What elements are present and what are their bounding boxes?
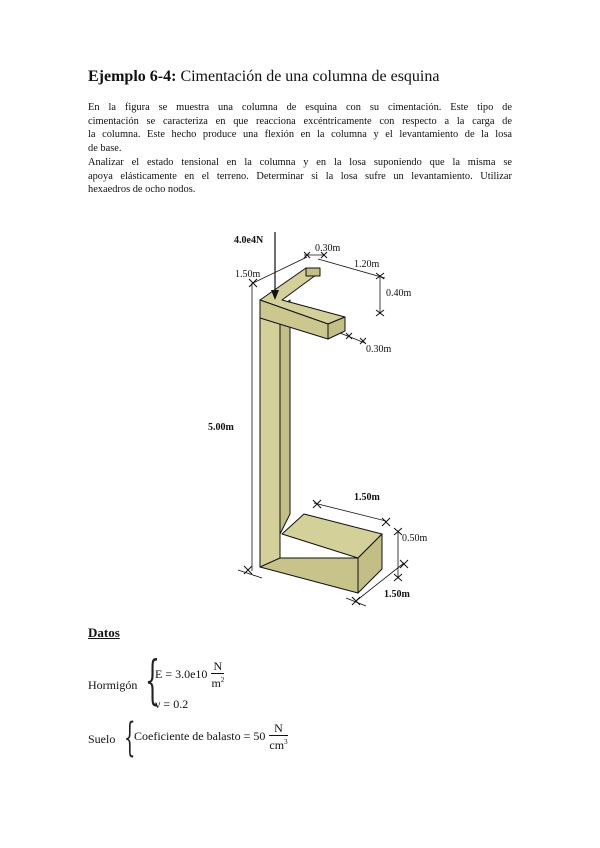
concrete-poisson-ratio: ν = 0.2 bbox=[155, 697, 189, 711]
cantilever-right-face bbox=[306, 268, 320, 276]
dim-line-column-thickness bbox=[340, 333, 365, 343]
dim-label-height: 5.00m bbox=[208, 422, 234, 433]
column-right-face bbox=[280, 300, 290, 534]
concrete-brace: { bbox=[145, 651, 160, 711]
dim-label-top-length: 1.20m bbox=[354, 259, 380, 270]
concrete-elastic-modulus bbox=[155, 660, 224, 690]
unit-numerator: N bbox=[269, 722, 287, 736]
unit-denominator bbox=[269, 736, 287, 752]
dim-label-base-length: 1.50m bbox=[354, 492, 380, 503]
dim-label-base-width: 1.50m bbox=[384, 589, 410, 600]
dim-label-top-height: 0.40m bbox=[386, 288, 412, 299]
unit-exponent: 2 bbox=[220, 676, 225, 684]
dim-tick bbox=[249, 279, 257, 287]
dim-extension-line bbox=[238, 570, 262, 578]
dim-tick bbox=[382, 518, 390, 526]
paragraph-line: hexaedros de ocho nodos. bbox=[88, 184, 196, 196]
column-front-face bbox=[260, 304, 280, 567]
soil-brace: { bbox=[124, 715, 136, 761]
dim-label-top-width: 1.50m bbox=[235, 269, 261, 280]
paragraph-line: cimentación se caracteriza en que reacciona excéntricamente con respecto a la carga de bbox=[88, 115, 512, 127]
dim-label-base-height: 0.50m bbox=[402, 533, 428, 544]
elastic-modulus-unit bbox=[211, 660, 224, 690]
soil-label: Suelo bbox=[88, 732, 116, 746]
elastic-modulus-value: E = 3.0e10 bbox=[155, 666, 208, 681]
dim-tick bbox=[313, 500, 321, 508]
ballast-unit bbox=[269, 722, 287, 752]
example-label: Ejemplo 6-4: bbox=[88, 68, 177, 85]
paragraph-line: apoya elásticamente en el terreno. Determinar si la losa sufre un levantamiento. Utilizar bbox=[88, 170, 512, 182]
paragraph-line: En la figura se muestra una columna de esquina con su cimentación. Este tipo de bbox=[88, 102, 512, 113]
dim-line-base-length bbox=[314, 503, 386, 521]
dim-label-column-thickness: 0.30m bbox=[366, 344, 392, 355]
dim-extension-line bbox=[346, 598, 366, 606]
unit-denominator-base: cm bbox=[269, 738, 285, 752]
datos-heading: Datos bbox=[88, 625, 120, 640]
dim-tick bbox=[244, 566, 252, 574]
paragraph-line: de base. bbox=[88, 142, 122, 154]
unit-denominator bbox=[211, 674, 224, 690]
load-label: 4.0e4N bbox=[234, 235, 264, 246]
ballast-value: Coeficiente de balasto = 50 bbox=[134, 728, 266, 743]
concrete-label: Hormigón bbox=[88, 678, 138, 692]
paragraph-line: la columna. Este hecho produce una flexión en la columna y el levantamiento de la losa bbox=[88, 129, 512, 141]
dim-label-top-thickness: 0.30m bbox=[315, 243, 341, 254]
dim-tick bbox=[400, 560, 408, 568]
paragraph-line: Analizar el estado tensional en la columna y en la losa suponiendo que la misma se bbox=[88, 157, 512, 168]
example-title: Cimentación de una columna de esquina bbox=[180, 68, 440, 85]
soil-ballast-coefficient bbox=[134, 722, 288, 752]
unit-denominator-base: m bbox=[211, 676, 221, 690]
unit-exponent: 3 bbox=[284, 738, 288, 746]
base-slab-front-face bbox=[260, 558, 358, 593]
unit-numerator: N bbox=[211, 660, 224, 674]
